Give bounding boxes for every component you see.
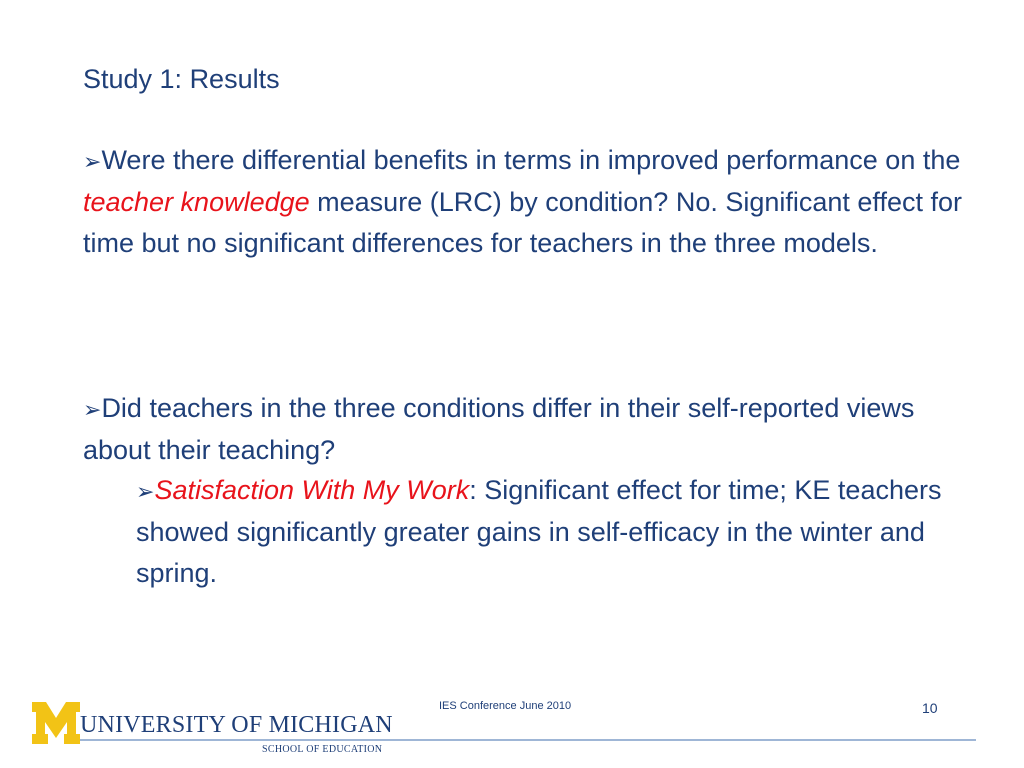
footer-conference: IES Conference June 2010 xyxy=(439,700,572,712)
arrow-bullet-icon: ➢ xyxy=(83,397,102,422)
arrow-bullet-icon: ➢ xyxy=(136,479,155,504)
page-number: 10 xyxy=(922,700,938,716)
bullet-paragraph-2 xyxy=(83,388,983,471)
sub-bullet-paragraph xyxy=(136,470,976,594)
paragraph-2-text: Did teachers in the three conditions differ in their self-reported views about their teaching? xyxy=(83,393,915,465)
university-wordmark: UNIVERSITY OF MICHIGAN xyxy=(80,712,393,738)
paragraph-1-text-a: Were there differential benefits in terms in improved performance on the xyxy=(101,145,961,175)
slide-title: Study 1: Results xyxy=(83,64,280,94)
footer-rule xyxy=(80,739,976,741)
school-of-education-label: SCHOOL OF EDUCATION xyxy=(262,744,383,755)
sub-bullet-text: : Significant effect for time; KE teachers showed significantly greater gains in self-efficacy in the winter and spring. xyxy=(136,475,942,588)
block-m-logo-icon xyxy=(30,700,82,746)
paragraph-1-text-b: measure (LRC) by condition? No. Significant effect for time but no significant differences for teachers in the three models. xyxy=(83,187,962,258)
sub-bullet-emphasis: Satisfaction With My Work xyxy=(154,475,470,505)
arrow-bullet-icon: ➢ xyxy=(83,149,102,174)
paragraph-1-emphasis: teacher knowledge xyxy=(83,187,310,217)
bullet-paragraph-1 xyxy=(83,140,983,264)
